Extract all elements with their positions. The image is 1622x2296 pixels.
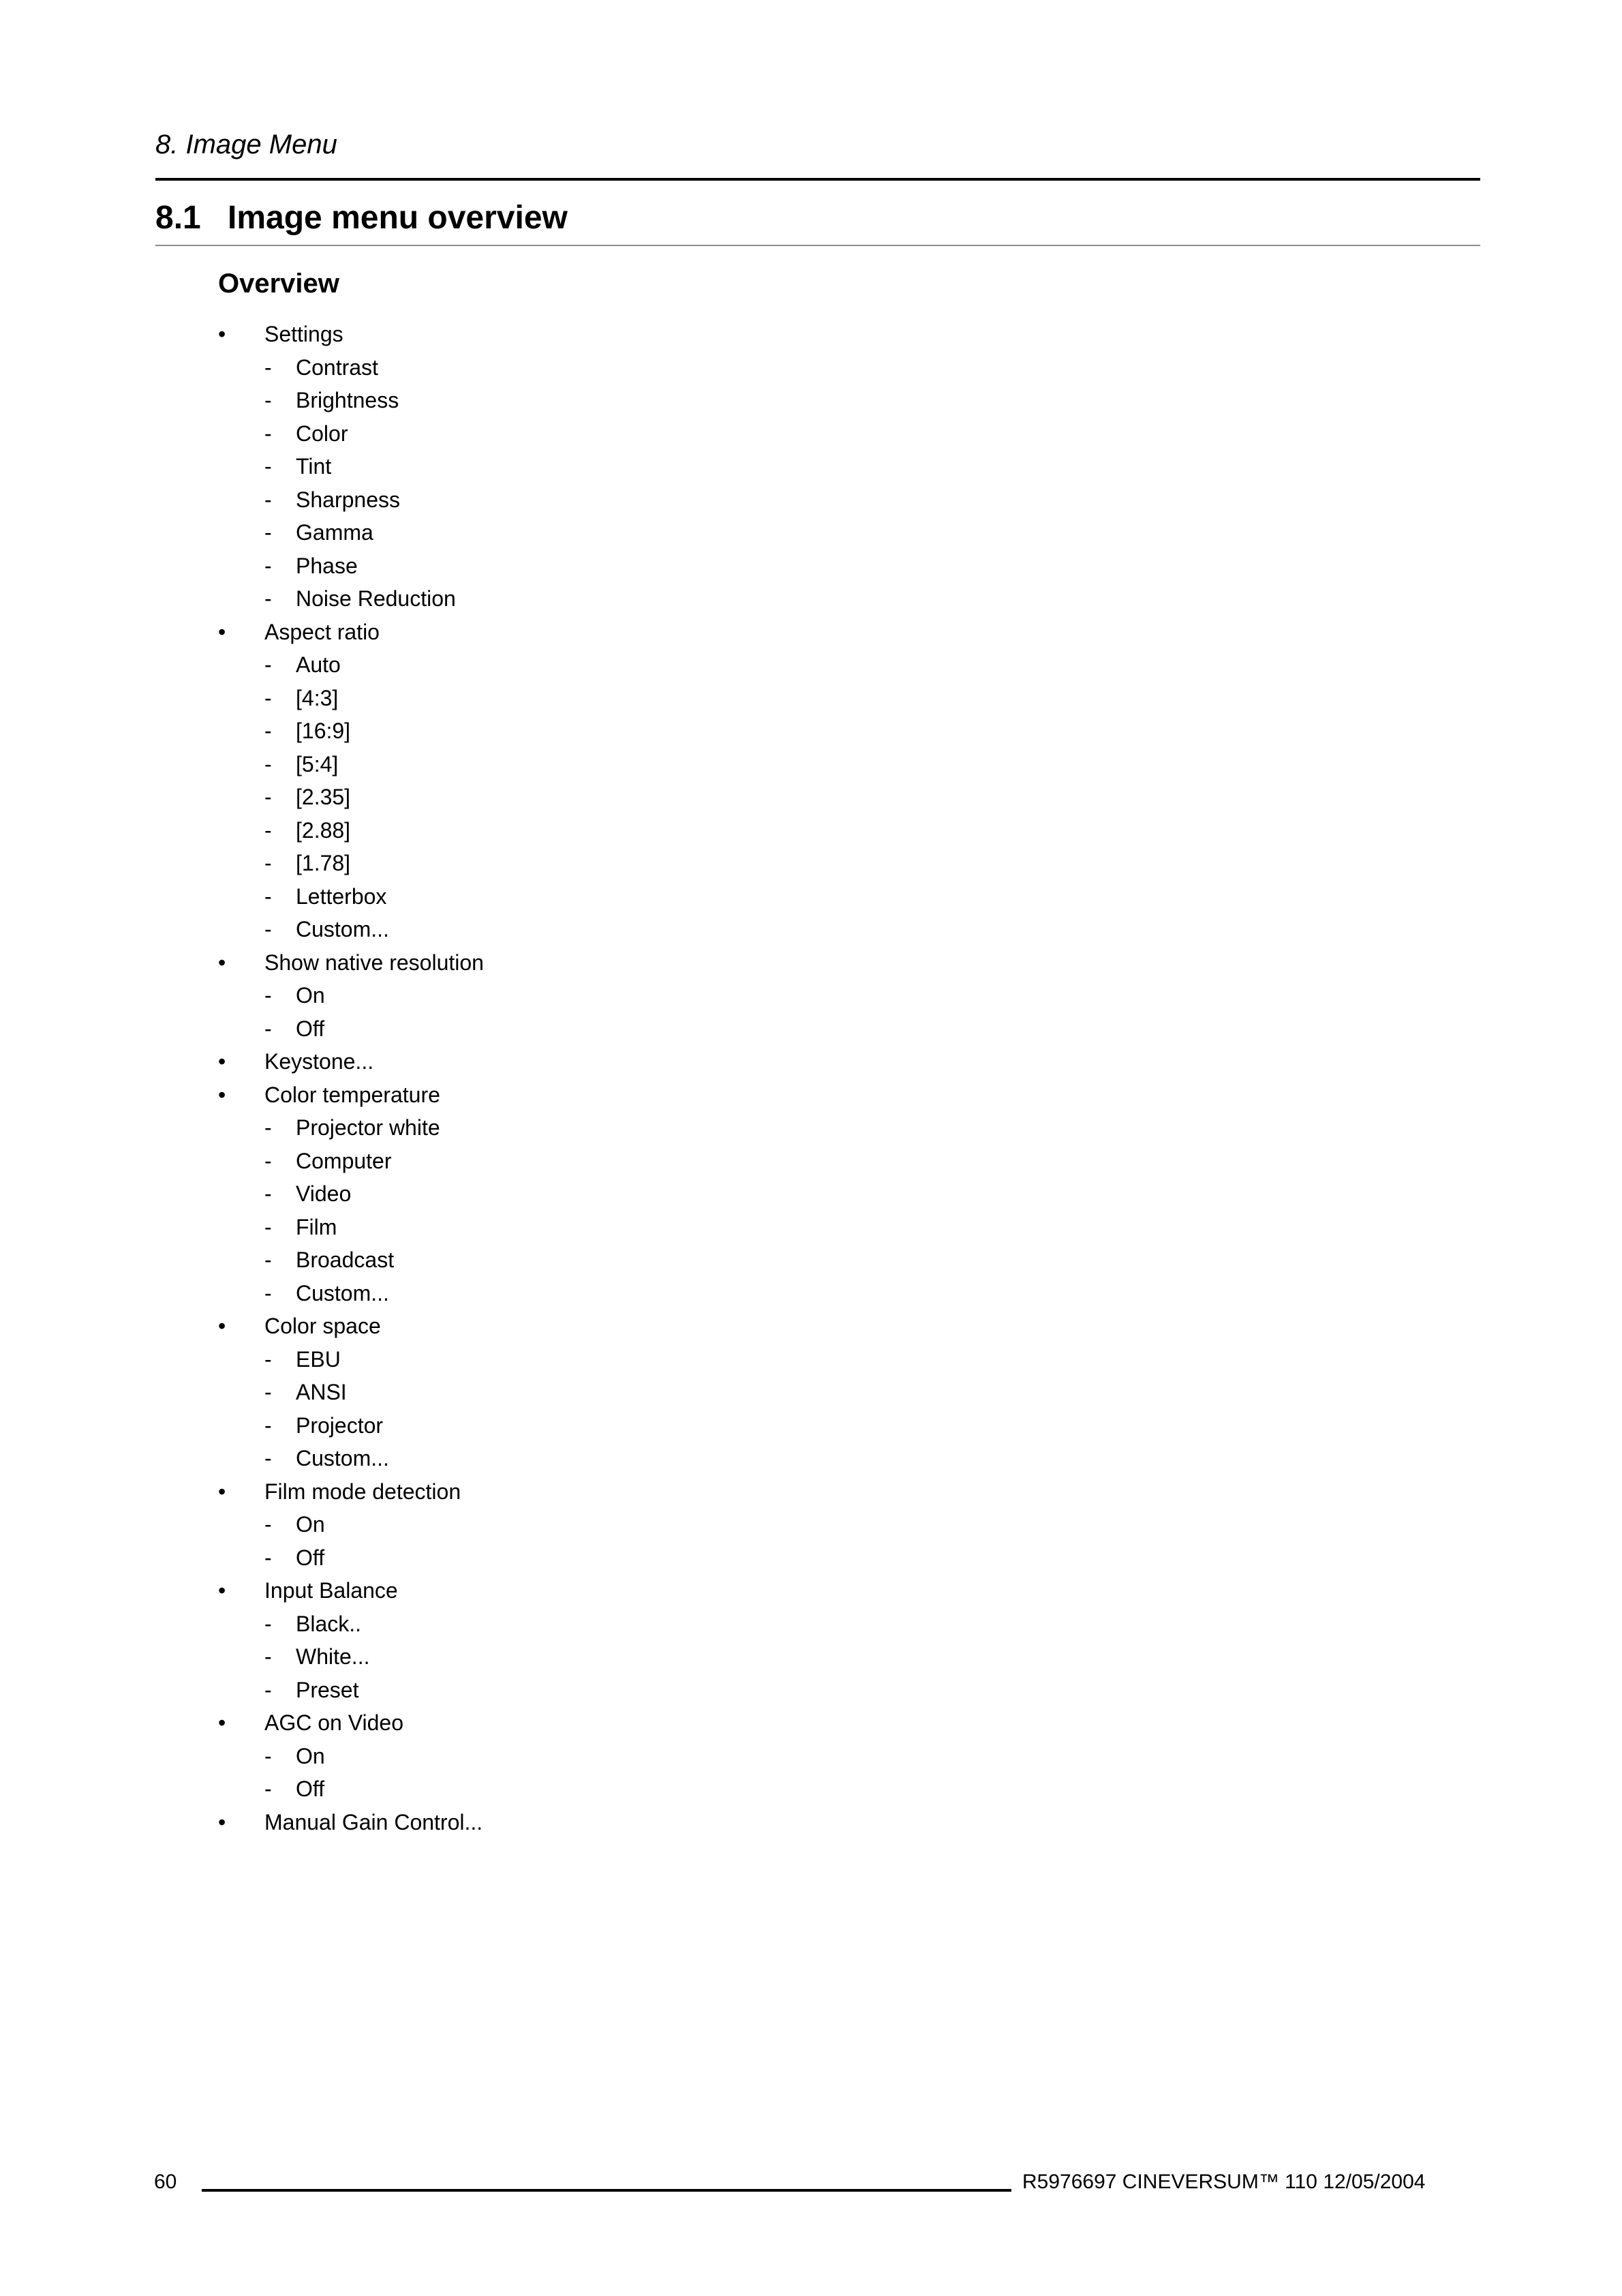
dash-icon: - [264, 1777, 272, 1801]
dash-icon: - [264, 1677, 272, 1702]
dash-icon: - [264, 487, 272, 512]
submenu-item-label: Sharpness [296, 487, 400, 512]
document-reference: R5976697 CINEVERSUM™ 110 12/05/2004 [1022, 2171, 1426, 2193]
dash-icon: - [264, 1346, 272, 1372]
submenu-item-label: Film [296, 1214, 337, 1239]
submenu-item-label: Phase [296, 553, 358, 578]
dash-icon: - [264, 586, 272, 611]
submenu-item-label: Auto [296, 652, 341, 677]
submenu-item-label: On [296, 983, 325, 1008]
dash-icon: - [264, 883, 272, 909]
bullet-icon: • [218, 1809, 226, 1834]
bullet-icon: • [218, 1082, 226, 1107]
dash-icon: - [264, 1016, 272, 1041]
menu-item-label: Aspect ratio [264, 619, 380, 644]
bullet-icon: • [218, 950, 226, 975]
submenu-item-label: Gamma [296, 520, 373, 545]
dash-icon: - [264, 917, 272, 941]
dash-icon: - [264, 685, 272, 710]
submenu-item-label: On [296, 1743, 325, 1768]
submenu-item-label: Contrast [296, 354, 378, 380]
submenu-item-label: Preset [296, 1677, 359, 1702]
menu-item-label: Color space [264, 1314, 381, 1338]
dash-icon: - [264, 1181, 272, 1206]
dash-icon: - [264, 851, 272, 875]
dash-icon: - [264, 751, 272, 776]
header-rule [155, 178, 1480, 181]
dash-icon: - [264, 1644, 272, 1669]
submenu-item-label: [1.78] [296, 851, 351, 875]
submenu-item-label: Black.. [296, 1611, 362, 1636]
submenu-item-label: [16:9] [296, 719, 351, 743]
section-rule [155, 245, 1480, 246]
dash-icon: - [264, 454, 272, 479]
menu-item-label: Keystone... [264, 1049, 374, 1074]
submenu-item-label: Off [296, 1016, 325, 1041]
submenu-item-label: Custom... [296, 1280, 389, 1305]
menu-item-label: Show native resolution [264, 950, 484, 975]
dash-icon: - [264, 421, 272, 446]
dash-icon: - [264, 1446, 272, 1470]
dash-icon: - [264, 520, 272, 545]
dash-icon: - [264, 1214, 272, 1239]
submenu-item-label: Video [296, 1181, 352, 1206]
menu-item-label: AGC on Video [264, 1710, 403, 1735]
submenu-item-label: [5:4] [296, 751, 339, 776]
submenu-item-label: Noise Reduction [296, 586, 456, 611]
submenu-item-label: [4:3] [296, 685, 339, 710]
menu-item-label: Input Balance [264, 1578, 398, 1603]
dash-icon: - [264, 817, 272, 843]
section-title-text: Image menu overview [228, 200, 568, 236]
bullet-icon: • [218, 1479, 226, 1504]
menu-item-label: Color temperature [264, 1082, 440, 1107]
bullet-icon: • [218, 1049, 226, 1074]
submenu-item-label: ANSI [296, 1380, 347, 1404]
submenu-item-label: Letterbox [296, 883, 387, 909]
dash-icon: - [264, 719, 272, 743]
footer-rule [202, 2189, 1011, 2192]
chapter-header: 8. Image Menu [155, 130, 337, 160]
dash-icon: - [264, 1280, 272, 1305]
dash-icon: - [264, 354, 272, 380]
submenu-item-label: Off [296, 1777, 325, 1801]
bullet-icon: • [218, 1710, 226, 1735]
section-number: 8.1 [155, 200, 201, 236]
submenu-item-label: [2.88] [296, 817, 351, 843]
bullet-icon: • [218, 1578, 226, 1603]
dash-icon: - [264, 1611, 272, 1636]
dash-icon: - [264, 1115, 272, 1140]
dash-icon: - [264, 1743, 272, 1768]
submenu-item-label: Projector [296, 1413, 384, 1438]
subsection-title: Overview [218, 269, 339, 299]
submenu-item-label: On [296, 1512, 325, 1537]
bullet-icon: • [218, 1314, 226, 1338]
submenu-item-label: Custom... [296, 917, 389, 941]
menu-item-label: Film mode detection [264, 1479, 461, 1504]
submenu-item-label: Projector white [296, 1115, 440, 1140]
dash-icon: - [264, 1413, 272, 1438]
submenu-item-label: Broadcast [296, 1248, 395, 1272]
submenu-item-label: Computer [296, 1148, 392, 1173]
submenu-item-label: [2.35] [296, 785, 351, 809]
submenu-item-label: Color [296, 421, 348, 446]
dash-icon: - [264, 652, 272, 677]
submenu-item-label: Brightness [296, 388, 399, 412]
submenu-item-label: Tint [296, 454, 332, 479]
page-number: 60 [154, 2171, 177, 2193]
menu-item-label: Manual Gain Control... [264, 1809, 483, 1834]
dash-icon: - [264, 388, 272, 412]
dash-icon: - [264, 1148, 272, 1173]
bullet-icon: • [218, 322, 226, 346]
dash-icon: - [264, 1248, 272, 1272]
bullet-icon: • [218, 619, 226, 644]
dash-icon: - [264, 1380, 272, 1404]
dash-icon: - [264, 785, 272, 809]
section-title [155, 198, 568, 238]
submenu-item-label: Off [296, 1545, 325, 1570]
submenu-item-label: White... [296, 1644, 370, 1669]
dash-icon: - [264, 1512, 272, 1537]
dash-icon: - [264, 553, 272, 578]
submenu-item-label: Custom... [296, 1446, 389, 1470]
dash-icon: - [264, 983, 272, 1008]
dash-icon: - [264, 1545, 272, 1570]
menu-item-label: Settings [264, 322, 343, 346]
submenu-item-label: EBU [296, 1346, 341, 1372]
